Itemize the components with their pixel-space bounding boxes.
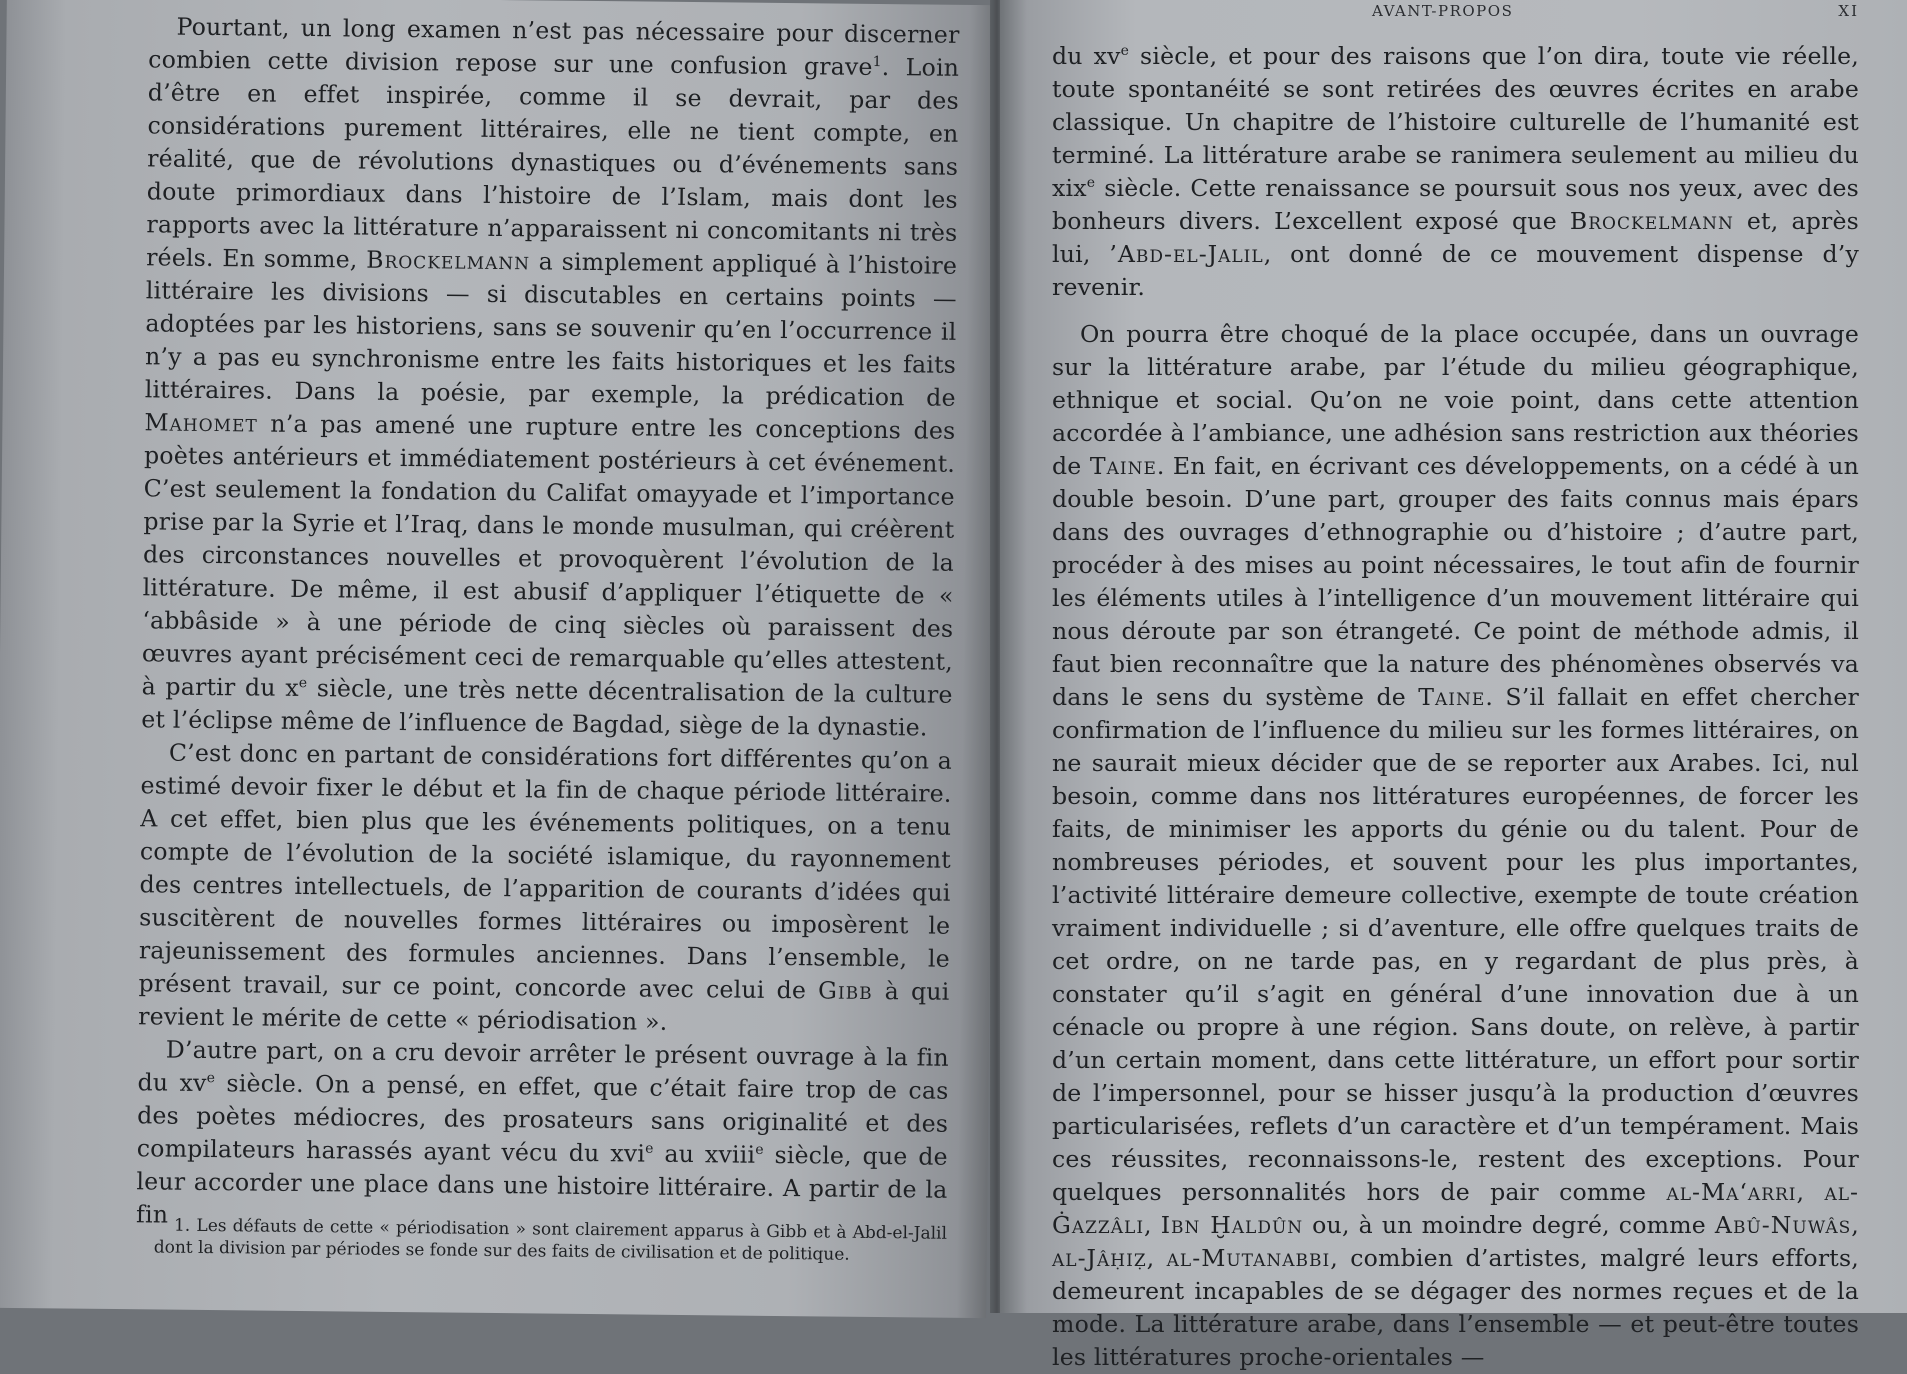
text-run: ou, à un moindre degré, comme — [1303, 1211, 1715, 1239]
text-run: D’autre part, on a cru devoir arrêter le présent ouvrage à la fin du xv — [137, 1035, 949, 1097]
left-page-body — [136, 10, 960, 1239]
text-run: . En fait, en écrivant ces développements, on a cédé à un double besoin. D’une part, grouper des faits connus mais épars dans des ouvrages d’ethnographie ou d’histoire ; d’autre part, procéder à des mises au point nécessaires, le tout afin de fournir les éléments utiles à l’intelligence d’un mouvement littéraire qui nous déroute par son étrangeté. Ce point de méthode admis, il faut bien reconnaître que la nature des phénomènes observés va dans le sens du système de — [1052, 452, 1859, 711]
paragraph — [141, 10, 960, 744]
right-page — [1000, 0, 1907, 1371]
small-caps-name: al-Mutanabbi — [1166, 1244, 1331, 1272]
text-run: . Loin d’être en effet inspirée, comme il se devrait, par des considérations purement littéraires, elle ne tient compte, en réalité, que de révolutions dynastiques ou d’événements sans doute primordiaux dans l’histoire de l’Islam, mais dont les rapports avec la littérature n’apparaissent ni concomitants ni très réels. En somme, — [146, 53, 960, 274]
text-run: siècle, et pour des raisons que l’on dira, toute vie réelle, toute spontanéité se sont retirées des œuvres écrites en arabe classique. Un chapitre de l’histoire culturelle de l’humanité est terminé. La littérature arabe se ranimera seulement au milieu du xix — [1052, 42, 1859, 202]
text-run: a simplement appliqué à l’histoire littéraire les divisions — si discutables en certains points — adoptées par les historiens, sans se souvenir qu’en l’occurrence il n’y a pas eu synchronisme entre les faits historiques et les faits littéraires. Dans la poésie, par exemple, la prédication de — [144, 247, 958, 412]
superscript: e — [755, 1141, 764, 1158]
paragraph — [1052, 40, 1859, 304]
small-caps-name: al-Ġazzâli — [1052, 1178, 1860, 1239]
text-run: siècle. Cette renaissance se poursuit sous nos yeux, avec des bonheurs divers. L’excellent exposé que — [1052, 174, 1859, 235]
text-run: au xviii — [653, 1139, 756, 1169]
text-run: , combien d’artistes, malgré leurs efforts, demeurent incapables de se dégager des normes reçues et de la mode. La littérature arabe, dans l’ensemble — et peut-être toutes les littératures proche-orientales — — [1052, 1244, 1859, 1371]
text-run: , — [1796, 1178, 1825, 1206]
superscript: e — [298, 675, 308, 692]
text-run: du xv — [1052, 42, 1121, 70]
small-caps-name: Brockelmann — [1569, 207, 1734, 235]
small-caps-name: ’Abd-el-Jalil — [1109, 240, 1264, 268]
text-run: On pourra être choqué de la place occupée, dans un ouvrage sur la littérature arabe, par l’étude du milieu géographique, ethnique et social. Qu’on ne voie point, dans cette attention accordée à l’ambiance, une adhésion sans restriction aux théories de — [1052, 320, 1859, 480]
superscript: e — [1120, 43, 1130, 60]
right-page-body — [1052, 40, 1859, 1374]
small-caps-name: Abû-Nuwâs — [1714, 1211, 1852, 1239]
text-run: Pourtant, un long examen n’est pas nécessaire pour discerner combien cette division repose sur une confusion grave — [148, 12, 960, 81]
page-number: XI — [1838, 2, 1859, 20]
text-run: , — [1144, 1211, 1161, 1239]
text-run: . S’il fallait en effet chercher confirmation de l’influence du milieu sur les formes littéraires, on ne saurait mieux décider que de se reporter aux Arabes. Ici, nul besoin, comme dans nos littératures européennes, de forcer les faits, de minimiser les apports du génie ou du talent. Pour de nombreuses périodes, et souvent pour les plus importantes, l’activité littéraire demeure collective, exempte de toute création vraiment individuelle ; si d’aventure, elle offre quelques traits de cet ordre, on ne tarde pas, en y regardant de plus près, à constater qu’il s’agit en général d’une innovation due à un cénacle ou propre à une région. Sans doute, on relève, à partir d’un certain moment, dans cette littérature, un effort pour sortir de l’impersonnel, pour se hisser jusqu’à la production d’œuvres particularisées, reflets d’un caractère et d’un tempérament. Mais ces réussites, reconnaissons-le, restent des exceptions. Pour quelques personnalités hors de pair comme — [1052, 683, 1859, 1206]
text-run: à qui revient le mérite de cette « périodisation ». — [138, 976, 950, 1036]
small-caps-name: Gibb — [817, 976, 873, 1005]
footnote-text: Les défauts de cette « périodisation » sont clairement apparus à Gibb et à Abd-el-Jalil dont la division par périodes se fonde sur des faits de civilisation et de politique. — [153, 1215, 948, 1265]
text-run: n’a pas amené une rupture entre les conceptions des poètes antérieurs et immédiatement postérieurs à cet événement. C’est seulement la fondation du Califat omayyade et l’importance prise par la Syrie et l’Iraq, dans le monde musulman, qui créèrent des circonstances nouvelles et provoquèrent l’évolution de la littérature. De même, il est abusif d’appliquer l’étiquette de « ‘abbâside » à une période de cinq siècles où paraissent des œuvres ayant précisément ceci de remarquable qu’elles attestent, à partir du x — [141, 409, 956, 702]
superscript: 1 — [872, 54, 882, 71]
text-run: siècle, que de leur accorder une place dans une histoire littéraire. A partir de la fin — [135, 1140, 948, 1229]
small-caps-name: al-Jâḥiẓ — [1052, 1244, 1147, 1272]
superscript: e — [1086, 175, 1096, 192]
small-caps-name: al-Ma‘arri — [1666, 1178, 1797, 1206]
text-run: C’est donc en partant de considérations fort différentes qu’on a estimé devoir fixer le début et la fin de chaque période littéraire. A cet effet, bien plus que les événements politiques, on a tenu compte de l’évolution de la société islamique, du rayonnement des centres intellectuels, de l’apparition de courants d’idées qui suscitèrent de nouvelles formes littéraires ou imposèrent le rajeunissement des formules anciennes. Dans l’ensemble, le présent travail, sur ce point, concorde avec celui de — [138, 738, 953, 1005]
small-caps-name: Taine — [1418, 683, 1486, 711]
small-caps-name: Taine — [1089, 452, 1157, 480]
small-caps-name: Ibn Ḫaldûn — [1160, 1211, 1304, 1239]
small-caps-name: Brockelmann — [366, 245, 531, 276]
paragraph — [136, 1033, 949, 1239]
footnote-number: 1. — [173, 1215, 191, 1236]
text-run: , — [1851, 1211, 1859, 1239]
text-run: siècle, une très nette décentralisation de la culture et l’éclipse même de l’influence de Bagdad, siège de la dynastie. — [141, 674, 953, 742]
superscript: e — [645, 1140, 654, 1157]
running-head-title: AVANT-PROPOS — [1372, 2, 1514, 20]
text-run: , ont donné de ce mouvement dispense d’y revenir. — [1052, 240, 1859, 301]
small-caps-name: Mahomet — [144, 408, 258, 438]
footnote — [154, 1214, 947, 1266]
text-run: et, après lui, — [1052, 207, 1859, 268]
text-run: siècle. On a pensé, en effet, que c’était faire trop de cas des poètes médiocres, des prosateurs sans originalité et des compilateurs harassés ayant vécu du xvi — [136, 1069, 949, 1168]
superscript: e — [206, 1070, 216, 1087]
paragraph — [1052, 318, 1859, 1374]
paragraph — [138, 736, 952, 1041]
running-head — [1052, 0, 1859, 40]
text-run: , — [1146, 1244, 1167, 1272]
